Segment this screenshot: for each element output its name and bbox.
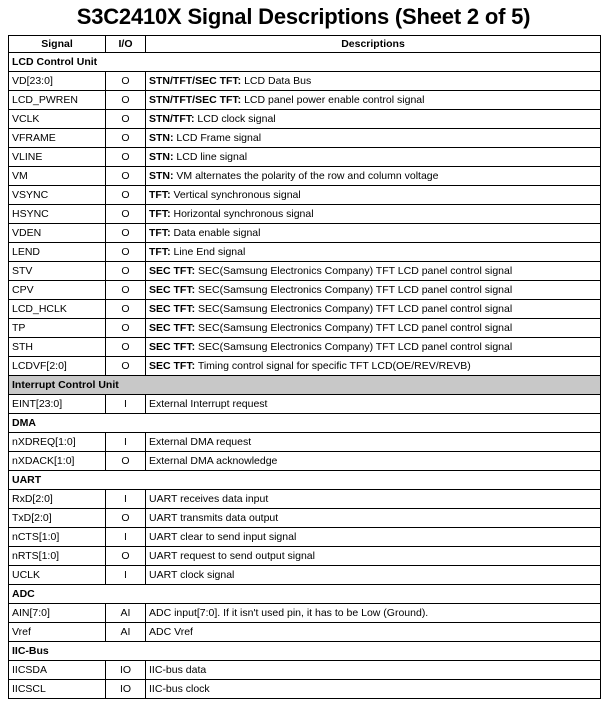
io-cell: AI xyxy=(106,623,146,642)
description-cell xyxy=(146,357,601,376)
signal-cell: Vref xyxy=(9,623,106,642)
signal-cell: nRTS[1:0] xyxy=(9,547,106,566)
signal-cell: AIN[7:0] xyxy=(9,604,106,623)
description-text: External DMA request xyxy=(149,435,252,448)
description-text: LCD line signal xyxy=(173,150,248,163)
description-text: External Interrupt request xyxy=(149,397,268,410)
description-text: Timing control signal for specific TFT LCD(OE/REV/REVB) xyxy=(195,359,471,372)
description-cell xyxy=(146,148,601,167)
table-row xyxy=(9,490,601,509)
io-cell: O xyxy=(106,452,146,471)
signal-cell: CPV xyxy=(9,281,106,300)
io-cell: O xyxy=(106,167,146,186)
table-row xyxy=(9,148,601,167)
table-header-row xyxy=(9,36,601,53)
signal-cell: nCTS[1:0] xyxy=(9,528,106,547)
description-prefix: STN: xyxy=(149,169,174,182)
section-row xyxy=(9,53,601,72)
section-label: ADC xyxy=(9,585,601,604)
signal-cell: VLINE xyxy=(9,148,106,167)
io-cell: IO xyxy=(106,680,146,699)
description-prefix: STN: xyxy=(149,150,174,163)
description-prefix: SEC TFT: xyxy=(149,359,196,372)
signal-cell: LCDVF[2:0] xyxy=(9,357,106,376)
signal-cell: STH xyxy=(9,338,106,357)
header-signal: Signal xyxy=(9,36,106,53)
description-cell xyxy=(146,91,601,110)
description-text: IIC-bus clock xyxy=(149,682,210,695)
description-text: SEC(Samsung Electronics Company) TFT LCD panel control signal xyxy=(195,302,513,315)
section-label: IIC-Bus xyxy=(9,642,601,661)
description-cell xyxy=(146,262,601,281)
section-label: Interrupt Control Unit xyxy=(9,376,601,395)
signal-cell: VD[23:0] xyxy=(9,72,106,91)
description-cell xyxy=(146,452,601,471)
description-text: Data enable signal xyxy=(170,226,261,239)
io-cell: O xyxy=(106,91,146,110)
description-text: LCD clock signal xyxy=(194,112,276,125)
signal-cell: IICSDA xyxy=(9,661,106,680)
signal-cell: TP xyxy=(9,319,106,338)
table-row xyxy=(9,604,601,623)
description-prefix: STN/TFT/SEC TFT: xyxy=(149,93,242,106)
io-cell: O xyxy=(106,243,146,262)
table-row xyxy=(9,566,601,585)
description-prefix: SEC TFT: xyxy=(149,340,196,353)
signal-table xyxy=(8,35,601,699)
description-cell xyxy=(146,72,601,91)
description-text: LCD panel power enable control signal xyxy=(241,93,425,106)
description-cell xyxy=(146,167,601,186)
description-prefix: TFT: xyxy=(149,226,171,239)
io-cell: IO xyxy=(106,661,146,680)
table-row xyxy=(9,91,601,110)
io-cell: I xyxy=(106,566,146,585)
signal-cell: LCD_PWREN xyxy=(9,91,106,110)
description-text: ADC input[7:0]. If it isn't used pin, it has to be Low (Ground). xyxy=(149,606,429,619)
header-io: I/O xyxy=(106,36,146,53)
table-row xyxy=(9,300,601,319)
description-text: UART receives data input xyxy=(149,492,269,505)
section-label: UART xyxy=(9,471,601,490)
io-cell: I xyxy=(106,490,146,509)
section-row xyxy=(9,414,601,433)
page-title: S3C2410X Signal Descriptions (Sheet 2 of 5) xyxy=(76,4,531,29)
signal-cell: LEND xyxy=(9,243,106,262)
description-cell xyxy=(146,224,601,243)
description-cell xyxy=(146,129,601,148)
signal-cell: VCLK xyxy=(9,110,106,129)
description-cell xyxy=(146,110,601,129)
signal-cell: nXDACK[1:0] xyxy=(9,452,106,471)
table-row xyxy=(9,281,601,300)
table-row xyxy=(9,680,601,699)
signal-cell: STV xyxy=(9,262,106,281)
description-prefix: SEC TFT: xyxy=(149,302,196,315)
description-text: LCD Frame signal xyxy=(173,131,262,144)
signal-cell: nXDREQ[1:0] xyxy=(9,433,106,452)
description-cell xyxy=(146,281,601,300)
signal-cell: EINT[23:0] xyxy=(9,395,106,414)
description-prefix: STN/TFT: xyxy=(149,112,195,125)
description-text: UART request to send output signal xyxy=(149,549,315,562)
description-text: SEC(Samsung Electronics Company) TFT LCD panel control signal xyxy=(195,340,513,353)
description-text: SEC(Samsung Electronics Company) TFT LCD panel control signal xyxy=(195,283,513,296)
description-prefix: STN: xyxy=(149,131,174,144)
description-prefix: SEC TFT: xyxy=(149,264,196,277)
io-cell: O xyxy=(106,205,146,224)
table-row xyxy=(9,357,601,376)
description-text: Horizontal synchronous signal xyxy=(170,207,314,220)
signal-cell: TxD[2:0] xyxy=(9,509,106,528)
signal-cell: UCLK xyxy=(9,566,106,585)
io-cell: O xyxy=(106,281,146,300)
table-row xyxy=(9,452,601,471)
description-cell xyxy=(146,680,601,699)
description-prefix: SEC TFT: xyxy=(149,321,196,334)
table-row xyxy=(9,528,601,547)
description-text: VM alternates the polarity of the row and column voltage xyxy=(173,169,439,182)
description-prefix: STN/TFT/SEC TFT: xyxy=(149,74,242,87)
signal-cell: RxD[2:0] xyxy=(9,490,106,509)
description-text: ADC Vref xyxy=(149,625,193,638)
section-label: LCD Control Unit xyxy=(9,53,601,72)
signal-cell: IICSCL xyxy=(9,680,106,699)
io-cell: I xyxy=(106,395,146,414)
table-row xyxy=(9,110,601,129)
table-row xyxy=(9,509,601,528)
table-row xyxy=(9,167,601,186)
description-cell xyxy=(146,604,601,623)
description-cell xyxy=(146,661,601,680)
io-cell: O xyxy=(106,262,146,281)
io-cell: O xyxy=(106,110,146,129)
description-cell xyxy=(146,490,601,509)
signal-cell: VM xyxy=(9,167,106,186)
description-text: SEC(Samsung Electronics Company) TFT LCD panel control signal xyxy=(195,321,513,334)
io-cell: O xyxy=(106,129,146,148)
table-row xyxy=(9,72,601,91)
signal-cell: VSYNC xyxy=(9,186,106,205)
table-row xyxy=(9,395,601,414)
table-row xyxy=(9,262,601,281)
table-row xyxy=(9,129,601,148)
section-label: DMA xyxy=(9,414,601,433)
io-cell: O xyxy=(106,509,146,528)
description-text: External DMA acknowledge xyxy=(149,454,278,467)
description-cell xyxy=(146,319,601,338)
description-cell xyxy=(146,433,601,452)
table-row xyxy=(9,338,601,357)
description-cell xyxy=(146,547,601,566)
table-row xyxy=(9,186,601,205)
signal-cell: VDEN xyxy=(9,224,106,243)
io-cell: O xyxy=(106,186,146,205)
io-cell: AI xyxy=(106,604,146,623)
io-cell: I xyxy=(106,433,146,452)
signal-cell: VFRAME xyxy=(9,129,106,148)
description-prefix: SEC TFT: xyxy=(149,283,196,296)
description-cell xyxy=(146,623,601,642)
description-text: UART transmits data output xyxy=(149,511,279,524)
table-row xyxy=(9,319,601,338)
section-row xyxy=(9,376,601,395)
section-row xyxy=(9,471,601,490)
description-text: UART clear to send input signal xyxy=(149,530,297,543)
signal-cell: LCD_HCLK xyxy=(9,300,106,319)
description-cell xyxy=(146,300,601,319)
section-row xyxy=(9,642,601,661)
table-row xyxy=(9,433,601,452)
table-row xyxy=(9,205,601,224)
io-cell: O xyxy=(106,547,146,566)
table-row xyxy=(9,661,601,680)
description-prefix: TFT: xyxy=(149,207,171,220)
table-row xyxy=(9,623,601,642)
description-cell xyxy=(146,186,601,205)
section-row xyxy=(9,585,601,604)
description-cell xyxy=(146,509,601,528)
description-cell xyxy=(146,528,601,547)
io-cell: O xyxy=(106,338,146,357)
io-cell: I xyxy=(106,528,146,547)
description-cell xyxy=(146,243,601,262)
table-row xyxy=(9,547,601,566)
description-prefix: TFT: xyxy=(149,188,171,201)
description-cell xyxy=(146,395,601,414)
description-cell xyxy=(146,566,601,585)
description-text: UART clock signal xyxy=(149,568,235,581)
table-body xyxy=(9,53,601,699)
description-text: Vertical synchronous signal xyxy=(170,188,301,201)
description-text: IIC-bus data xyxy=(149,663,207,676)
description-text: SEC(Samsung Electronics Company) TFT LCD panel control signal xyxy=(195,264,513,277)
io-cell: O xyxy=(106,300,146,319)
description-prefix: TFT: xyxy=(149,245,171,258)
description-text: LCD Data Bus xyxy=(241,74,312,87)
table-row xyxy=(9,243,601,262)
io-cell: O xyxy=(106,319,146,338)
description-text: Line End signal xyxy=(170,245,246,258)
io-cell: O xyxy=(106,72,146,91)
description-cell xyxy=(146,205,601,224)
io-cell: O xyxy=(106,148,146,167)
table-row xyxy=(9,224,601,243)
signal-cell: HSYNC xyxy=(9,205,106,224)
header-descriptions: Descriptions xyxy=(146,36,601,53)
io-cell: O xyxy=(106,224,146,243)
io-cell: O xyxy=(106,357,146,376)
description-cell xyxy=(146,338,601,357)
